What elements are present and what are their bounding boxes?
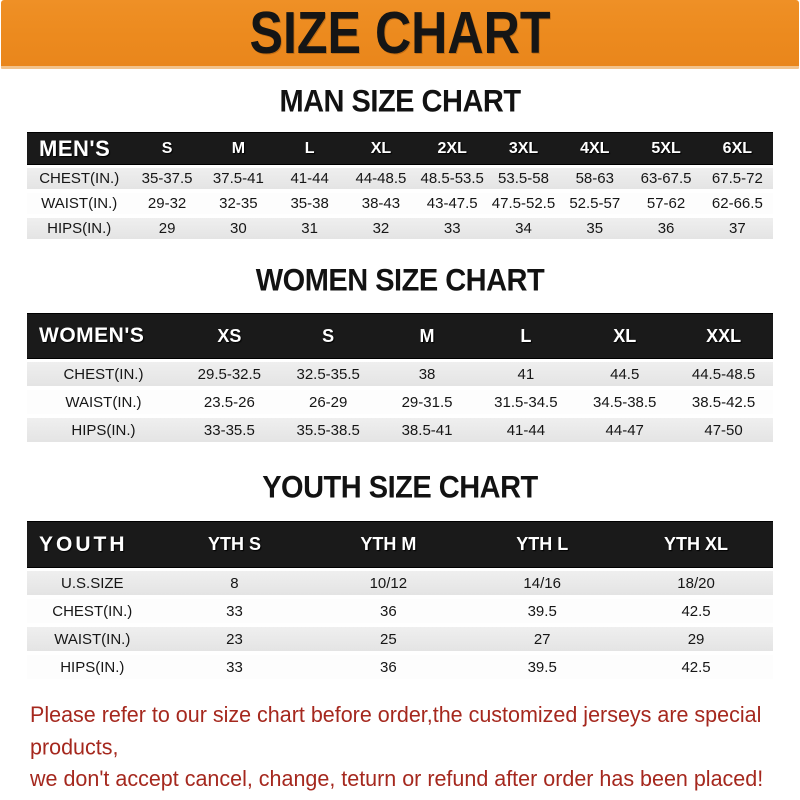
size-value-cell: 26-29 [279,387,378,415]
size-column-header: S [279,313,378,359]
size-value-cell: 47-50 [674,415,773,443]
size-value-cell: 38-43 [345,190,416,215]
size-value-cell: 29-31.5 [378,387,477,415]
size-value-cell: 44-47 [575,415,674,443]
size-column-header: 3XL [488,132,559,165]
size-value-cell: 18/20 [619,568,773,596]
women-size-section [0,265,800,443]
men-size-section [0,86,800,240]
size-value-cell: 35-37.5 [131,165,202,190]
size-value-cell: 39.5 [465,596,619,624]
measurement-row-label: CHEST(IN.) [27,165,131,190]
size-value-cell: 52.5-57 [559,190,630,215]
size-value-cell: 33-35.5 [180,415,279,443]
size-value-cell: 44.5 [575,359,674,387]
size-value-cell: 29 [619,624,773,652]
size-value-cell: 38 [378,359,477,387]
women-size-table [27,313,773,443]
men-section-heading: MAN SIZE CHART [279,84,521,120]
measurement-row [27,359,773,387]
size-column-header: M [203,132,274,165]
size-value-cell: 41-44 [274,165,345,190]
size-value-cell: 44-48.5 [345,165,416,190]
measurement-row [27,215,773,240]
size-value-cell: 37 [702,215,773,240]
size-value-cell: 35-38 [274,190,345,215]
size-value-cell: 36 [630,215,701,240]
size-value-cell: 29.5-32.5 [180,359,279,387]
size-column-header: XL [575,313,674,359]
size-column-header: 2XL [417,132,488,165]
size-column-header: XS [180,313,279,359]
measurement-row [27,596,773,624]
size-value-cell: 42.5 [619,596,773,624]
size-value-cell: 53.5-58 [488,165,559,190]
size-value-cell: 10/12 [311,568,465,596]
size-column-header: XXL [674,313,773,359]
size-value-cell: 8 [158,568,312,596]
size-value-cell: 33 [158,596,312,624]
footer-note-line-2: we don't accept cancel, change, teturn or refund after order has been placed! [30,766,764,792]
size-column-header: S [131,132,202,165]
size-value-cell: 35.5-38.5 [279,415,378,443]
measurement-row [27,624,773,652]
measurement-row [27,568,773,596]
size-value-cell: 36 [311,652,465,680]
size-value-cell: 29-32 [131,190,202,215]
size-value-cell: 57-62 [630,190,701,215]
size-column-header: YTH L [465,521,619,568]
size-value-cell: 36 [311,596,465,624]
size-value-cell: 35 [559,215,630,240]
size-column-header: 4XL [559,132,630,165]
size-column-header: YTH M [311,521,465,568]
footer-note [30,699,780,795]
size-value-cell: 41 [476,359,575,387]
size-column-header: L [476,313,575,359]
size-value-cell: 43-47.5 [417,190,488,215]
measurement-row-label: WAIST(IN.) [27,190,131,215]
size-value-cell: 44.5-48.5 [674,359,773,387]
size-value-cell: 34 [488,215,559,240]
measurement-row-label: CHEST(IN.) [27,359,180,387]
size-value-cell: 23 [158,624,312,652]
youth-size-section [0,472,800,680]
measurement-row-label: CHEST(IN.) [27,596,158,624]
footer-note-line-1: Please refer to our size chart before order,the customized jerseys are special products, [30,702,762,760]
banner-title: SIZE CHART [249,0,551,67]
size-value-cell: 67.5-72 [702,165,773,190]
measurement-row-label: U.S.SIZE [27,568,158,596]
size-column-header: YTH S [158,521,312,568]
measurement-row-label: HIPS(IN.) [27,215,131,240]
measurement-row [27,415,773,443]
measurement-row-label: HIPS(IN.) [27,415,180,443]
size-value-cell: 23.5-26 [180,387,279,415]
measurement-row [27,190,773,215]
size-value-cell: 37.5-41 [203,165,274,190]
youth-section-heading: YOUTH SIZE CHART [262,470,538,506]
size-column-header: YTH XL [619,521,773,568]
size-column-header: 6XL [702,132,773,165]
size-value-cell: 29 [131,215,202,240]
size-value-cell: 38.5-42.5 [674,387,773,415]
size-value-cell: 32-35 [203,190,274,215]
size-value-cell: 30 [203,215,274,240]
measurement-row [27,387,773,415]
size-value-cell: 48.5-53.5 [417,165,488,190]
size-value-cell: 62-66.5 [702,190,773,215]
size-value-cell: 34.5-38.5 [575,387,674,415]
size-column-header: 5XL [630,132,701,165]
banner [1,0,799,69]
size-value-cell: 38.5-41 [378,415,477,443]
men-size-table [27,132,773,240]
size-value-cell: 32.5-35.5 [279,359,378,387]
measurement-row-label: WAIST(IN.) [27,387,180,415]
size-value-cell: 27 [465,624,619,652]
size-value-cell: 58-63 [559,165,630,190]
table-category-label: MEN'S [27,132,131,165]
measurement-row-label: WAIST(IN.) [27,624,158,652]
table-category-label: WOMEN'S [27,313,180,359]
size-table-header-row [27,132,773,165]
size-column-header: L [274,132,345,165]
size-value-cell: 63-67.5 [630,165,701,190]
table-category-label: YOUTH [27,521,158,568]
women-section-heading: WOMEN SIZE CHART [255,263,545,299]
size-value-cell: 32 [345,215,416,240]
size-value-cell: 33 [417,215,488,240]
size-value-cell: 47.5-52.5 [488,190,559,215]
size-value-cell: 33 [158,652,312,680]
size-value-cell: 41-44 [476,415,575,443]
size-table-header-row [27,313,773,359]
size-table-header-row [27,521,773,568]
measurement-row [27,165,773,190]
measurement-row [27,652,773,680]
size-column-header: M [378,313,477,359]
size-value-cell: 42.5 [619,652,773,680]
size-value-cell: 14/16 [465,568,619,596]
measurement-row-label: HIPS(IN.) [27,652,158,680]
size-value-cell: 31 [274,215,345,240]
size-column-header: XL [345,132,416,165]
size-value-cell: 25 [311,624,465,652]
size-value-cell: 39.5 [465,652,619,680]
size-value-cell: 31.5-34.5 [476,387,575,415]
youth-size-table [27,521,773,680]
